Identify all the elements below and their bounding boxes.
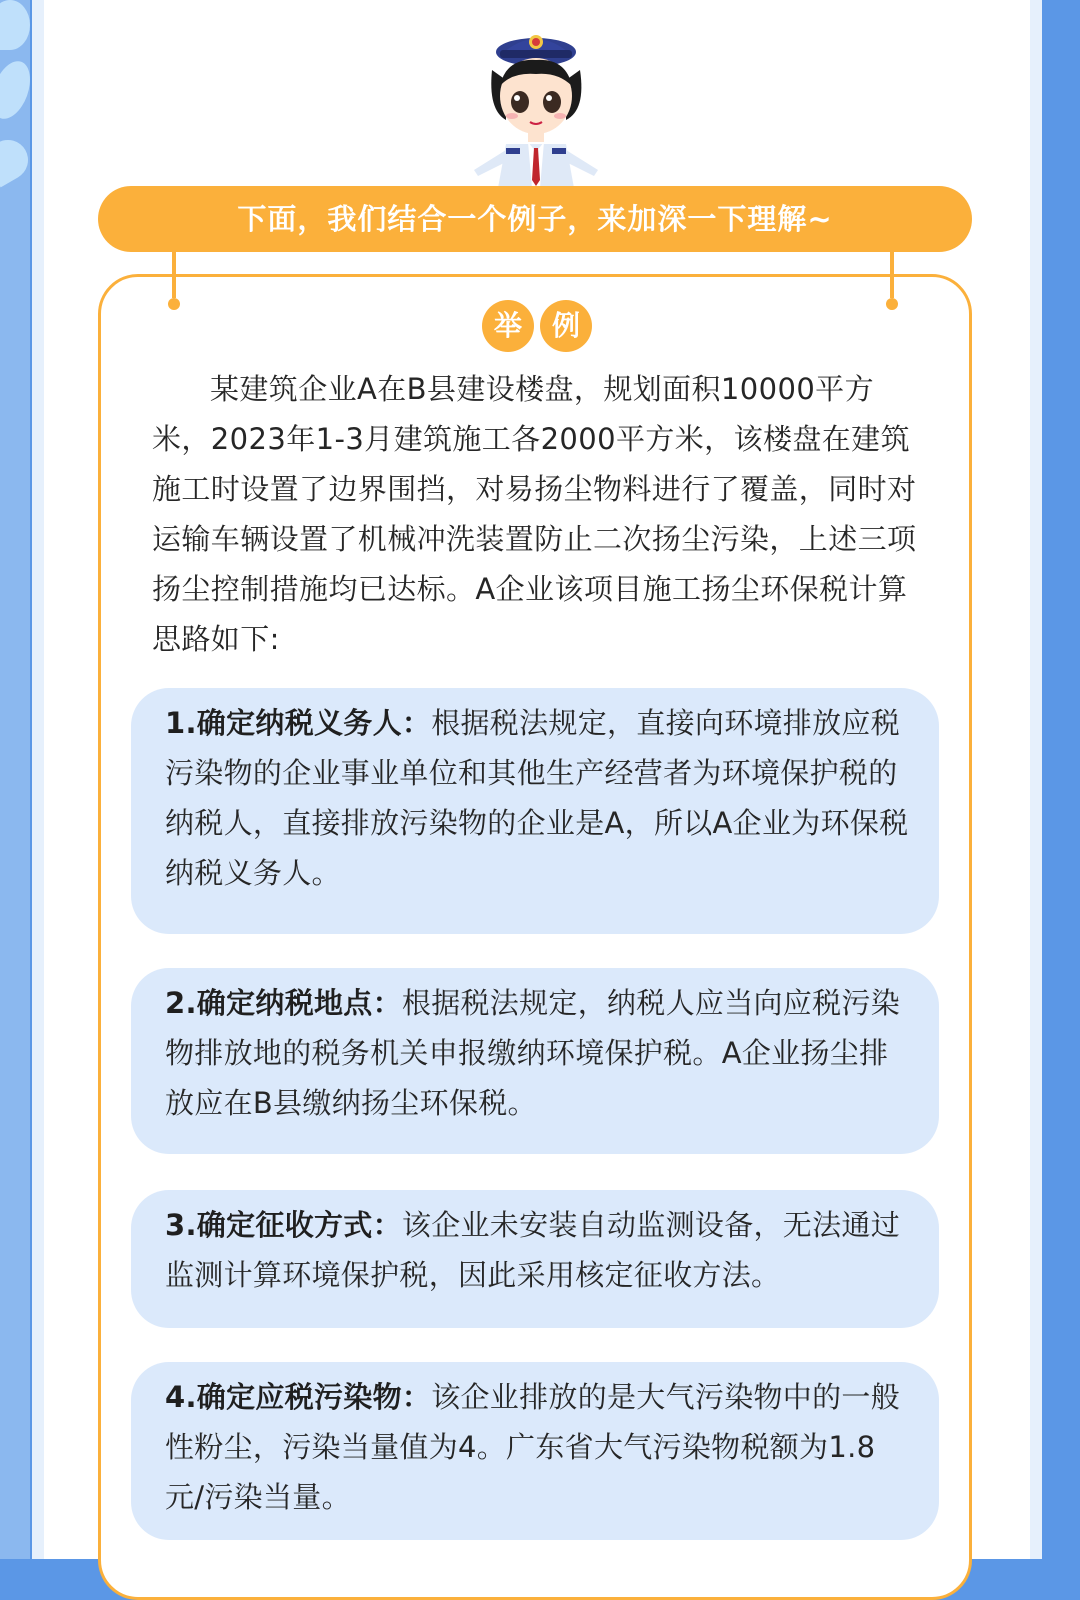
intro-paragraph: 某建筑企业A在B县建设楼盘，规划面积10000平方米，2023年1-3月建筑施工各2000平方米，该楼盘在建筑施工时设置了边界围挡，对易扬尘物料进行了覆盖，同时对运输车辆设置了机械冲洗装置防止二次扬尘污染，上述三项扬尘控制措施均已达标。A企业该项目施工扬尘环保税计算思路如下: xyxy=(152,372,917,656)
step-title-2: 2.确定纳税地点： xyxy=(165,986,402,1020)
right-border xyxy=(1042,0,1080,1559)
hanger-dot-left xyxy=(168,298,180,310)
example-badge-char-2: 例 xyxy=(540,300,592,352)
step-body-1: 根据税法规定，直接向环境排放应税污染物的企业事业单位和其他生产经营者为环境保护税的纳税人，直接排放污染物的企业是A，所以A企业为环保税纳税义务人。 xyxy=(165,706,909,890)
step-text-1 xyxy=(165,698,909,898)
section-banner: 下面，我们结合一个例子，来加深一下理解~ xyxy=(98,186,972,252)
step-text-4 xyxy=(165,1372,909,1522)
leaf-shape xyxy=(0,0,30,50)
leaf-shape xyxy=(0,56,30,124)
step-card-4 xyxy=(131,1362,939,1540)
step-body-4: 该企业排放的是大气污染物中的一般性粉尘，污染当量值为4。广东省大气污染物税额为1.8元/污染当量。 xyxy=(165,1380,901,1514)
hanger-line-right xyxy=(890,250,894,298)
step-card-3 xyxy=(131,1190,939,1328)
step-title-1: 1.确定纳税义务人： xyxy=(165,706,432,740)
tax-officer-mascot-icon xyxy=(466,20,606,188)
step-card-2 xyxy=(131,968,939,1154)
example-badge-char-1: 举 xyxy=(482,300,534,352)
step-title-3: 3.确定征收方式： xyxy=(165,1208,402,1242)
step-text-2 xyxy=(165,978,909,1128)
step-body-2: 根据税法规定，纳税人应当向应税污染物排放地的税务机关申报缴纳环境保护税。A企业扬尘排放应在B县缴纳扬尘环保税。 xyxy=(165,986,901,1120)
left-decoration xyxy=(0,0,30,1559)
step-text-3 xyxy=(165,1200,909,1300)
step-card-1 xyxy=(131,688,939,934)
step-body-3: 该企业未安装自动监测设备，无法通过监测计算环境保护税，因此采用核定征收方法。 xyxy=(165,1208,901,1292)
leaf-shape xyxy=(0,133,30,188)
hanger-dot-right xyxy=(886,298,898,310)
step-title-4: 4.确定应税污染物： xyxy=(165,1380,432,1414)
hanger-line-left xyxy=(172,250,176,298)
